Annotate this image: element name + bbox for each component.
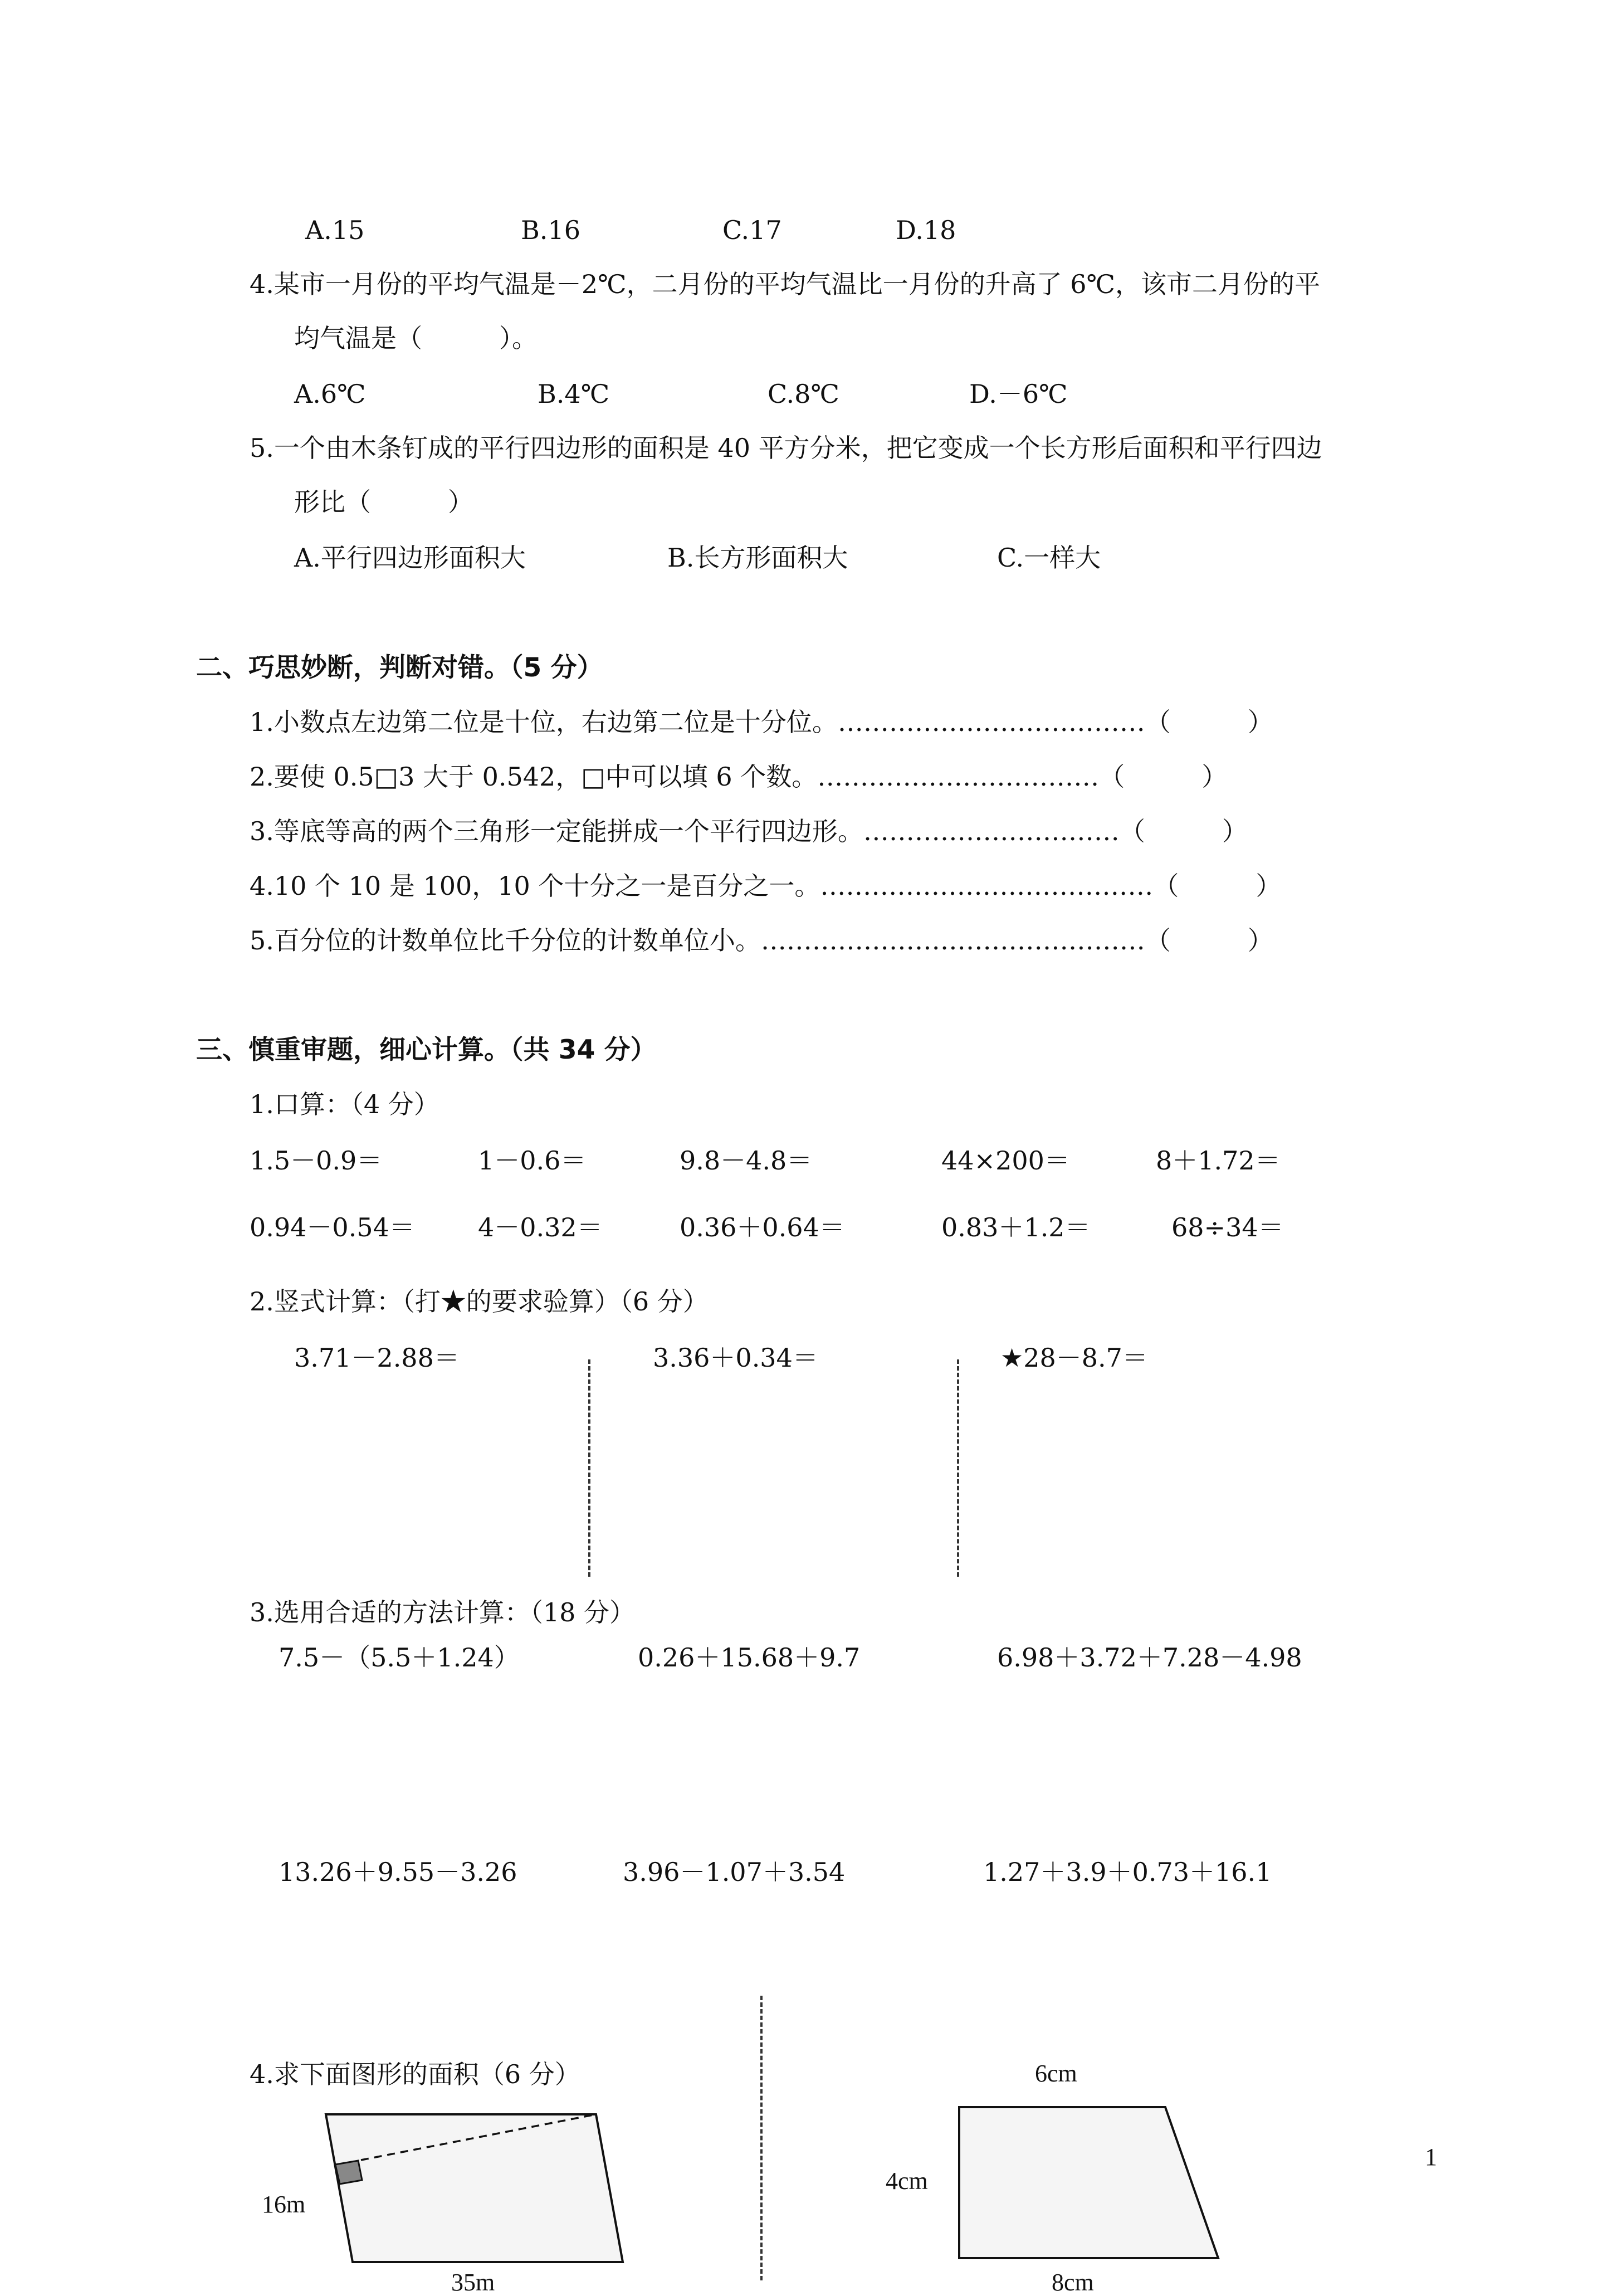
oral-item: 0.94－0.54＝ [250,1212,415,1242]
method-item: 3.96－1.07＋3.54 [623,1857,846,1887]
method-calc-title: 3.选用合适的方法计算：（18 分） [250,1597,636,1627]
q4-option-d: D.－6℃ [969,379,1068,409]
oral-item: 9.8－4.8＝ [680,1145,813,1176]
q5-option-b: B.长方形面积大 [667,543,848,573]
vertical-item: 3.36＋0.34＝ [653,1343,818,1373]
method-item: 7.5－（5.5＋1.24） [279,1642,520,1673]
q3-option-b: B.16 [521,215,580,245]
right-angle-marker [335,2161,362,2184]
q4-option-c: C.8℃ [768,379,839,409]
vertical-item: ★28－8.7＝ [1000,1343,1148,1373]
parallelogram-base-label: 35m [451,2269,495,2296]
judge-item-3: 3.等底等高的两个三角形一定能拼成一个平行四边形。…………………………（ ） [250,816,1248,846]
oral-item: 1－0.6＝ [478,1145,587,1176]
judge-item-5: 5.百分位的计数单位比千分位的计数单位小。………………………………………（ ） [250,925,1273,956]
oral-item: 0.36＋0.64＝ [680,1212,845,1242]
trapezoid-top-label: 6cm [1035,2060,1077,2087]
oral-item: 1.5－0.9＝ [250,1145,383,1176]
vertical-calc-title: 2.竖式计算：（打★的要求验算）（6 分） [250,1286,709,1317]
method-item: 13.26＋9.55－3.26 [279,1857,517,1887]
section2-title: 二、巧思妙断，判断对错。（5 分） [196,652,603,683]
q4-option-a: A.6℃ [294,379,366,409]
q4-text-line1: 4.某市一月份的平均气温是－2℃，二月份的平均气温比一月份的升高了 6℃，该市二月份的平 [250,269,1320,299]
parallelogram-shape [326,2114,623,2262]
q5-option-a: A.平行四边形面积大 [294,543,526,573]
trapezoid-bottom-label: 8cm [1052,2269,1094,2296]
trapezoid-height-label: 4cm [886,2167,928,2195]
oral-item: 8＋1.72＝ [1156,1145,1281,1176]
q4-option-b: B.4℃ [538,379,610,409]
vertical-item: 3.71－2.88＝ [294,1343,460,1373]
oral-calc-title: 1.口算：（4 分） [250,1089,439,1119]
q3-option-c: C.17 [722,215,782,245]
trapezoid-shape [959,2107,1218,2258]
q5-text-line2: 形比（ ） [294,487,473,517]
judge-item-4: 4.10 个 10 是 100，10 个十分之一是百分之一。…………………………………（ ） [250,871,1282,901]
judge-item-1: 1.小数点左边第二位是十位，右边第二位是十分位。………………………………（ ） [250,707,1273,737]
judge-item-2: 2.要使 0.5□3 大于 0.542，□中可以填 6 个数。……………………………（ ） [250,762,1228,792]
section3-title: 三、慎重审题，细心计算。（共 34 分） [196,1035,657,1065]
q5-text-line1: 5.一个由木条钉成的平行四边形的面积是 40 平方分米，把它变成一个长方形后面积和平行四边 [250,433,1322,463]
oral-item: 4－0.32＝ [478,1212,603,1242]
area-calc-title: 4.求下面图形的面积（6 分） [250,2059,580,2089]
oral-item: 44×200＝ [941,1145,1070,1176]
method-item: 1.27＋3.9＋0.73＋16.1 [983,1857,1272,1887]
oral-item: 68÷34＝ [1171,1212,1284,1242]
method-item: 6.98＋3.72＋7.28－4.98 [997,1642,1302,1673]
q5-option-c: C.一样大 [997,543,1101,573]
q3-option-a: A.15 [305,215,365,245]
q4-text-line2: 均气温是（ ）。 [294,323,538,353]
q3-option-d: D.18 [896,215,956,245]
page-number: 1 [1425,2143,1437,2171]
parallelogram-height-label: 16m [262,2191,306,2218]
parallelogram-figure [326,2114,623,2262]
oral-item: 0.83＋1.2＝ [941,1212,1091,1242]
trapezoid-figure [959,2107,1218,2258]
method-item: 0.26＋15.68＋9.7 [638,1642,861,1673]
